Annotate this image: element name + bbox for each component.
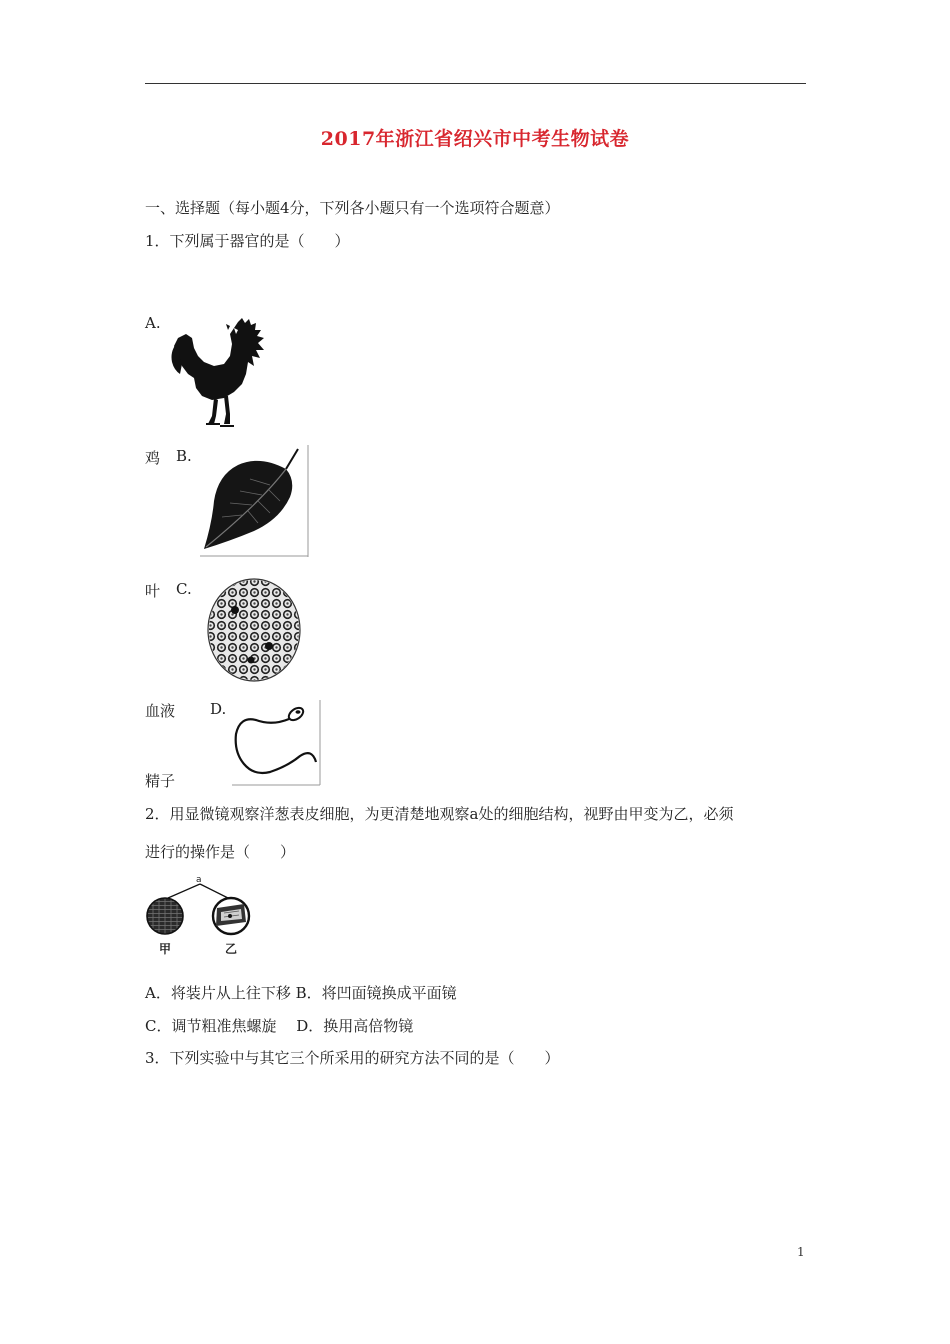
- question-3-stem: 3．下列实验中与其它三个所采用的研究方法不同的是（ ）: [145, 1049, 560, 1067]
- figure-label-jia: 甲: [159, 942, 172, 956]
- question-1-stem: 1．下列属于器官的是（ ）: [145, 232, 350, 250]
- page-number: 1: [797, 1245, 805, 1259]
- question-2-stem-line1: 2．用显微镜观察洋葱表皮细胞，为更清楚地观察a处的细胞结构，视野由甲变为乙，必须: [145, 805, 734, 823]
- q1-option-c-label: 血液: [145, 702, 176, 720]
- section-heading: 一、选择题（每小题4分，下列各小题只有一个选项符合题意）: [145, 199, 560, 217]
- blood-cells-icon: [205, 576, 303, 684]
- q1-option-b-label: 叶: [145, 582, 161, 600]
- question-2-options-line1: A．将装片从上往下移 B．将凹面镜换成平面镜: [145, 984, 457, 1002]
- rooster-icon: [168, 316, 272, 430]
- figure-pointer-label: a: [196, 875, 202, 885]
- header-rule: [145, 83, 806, 84]
- microscope-views-figure: [144, 875, 260, 958]
- sperm-icon: [232, 700, 322, 786]
- q1-option-a-letter: A.: [145, 314, 161, 332]
- question-2-options-line2: C．调节粗准焦螺旋 D．换用高倍物镜: [145, 1017, 414, 1035]
- page-title: 2017年浙江省绍兴市中考生物试卷: [320, 128, 630, 150]
- q1-option-a-label: 鸡: [145, 449, 161, 467]
- q1-option-d-label: 精子: [145, 772, 176, 790]
- q1-option-d-letter: D.: [210, 700, 227, 718]
- figure-label-yi: 乙: [225, 942, 238, 956]
- q1-option-b-letter: B.: [176, 447, 192, 465]
- leaf-icon: [200, 445, 310, 557]
- q1-option-c-letter: C.: [176, 580, 192, 598]
- question-2-stem-line2: 进行的操作是（ ）: [145, 843, 296, 861]
